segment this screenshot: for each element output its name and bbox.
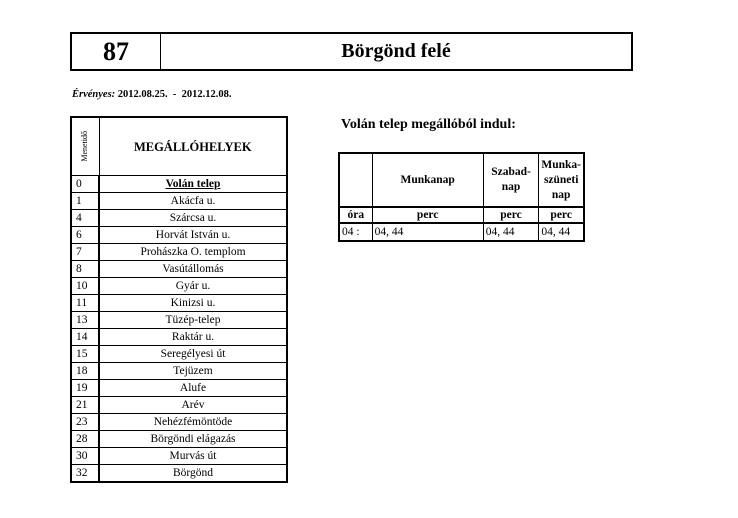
- hour-cell: 04 :: [339, 223, 372, 241]
- validity-line: [72, 89, 232, 100]
- travel-minutes: 4: [71, 210, 99, 227]
- stop-name: Szárcsa u.: [99, 210, 287, 227]
- stop-row: [71, 329, 287, 346]
- travel-minutes: 8: [71, 261, 99, 278]
- travel-minutes: 19: [71, 380, 99, 397]
- workday-column-header: Munkanap: [372, 153, 483, 207]
- stop-row: [71, 176, 287, 193]
- stop-name: Nehézfémöntöde: [99, 414, 287, 431]
- stop-row: [71, 346, 287, 363]
- stop-name: Seregélyesi út: [99, 346, 287, 363]
- stop-name: Börgönd: [99, 465, 287, 483]
- stop-row: [71, 363, 287, 380]
- stop-name: Vasútállomás: [99, 261, 287, 278]
- travel-minutes: 6: [71, 227, 99, 244]
- travel-minutes: 30: [71, 448, 99, 465]
- route-header: [70, 32, 633, 71]
- stop-name: Murvás út: [99, 448, 287, 465]
- stop-row: [71, 312, 287, 329]
- stop-row: [71, 227, 287, 244]
- departure-caption: Volán telep megállóból indul:: [341, 117, 516, 132]
- workday-minutes: 04, 44: [372, 223, 483, 241]
- travel-minutes: 11: [71, 295, 99, 312]
- route-direction-title: Börgönd felé: [341, 40, 451, 62]
- stop-name: Gyár u.: [99, 278, 287, 295]
- route-number: 87: [72, 34, 161, 69]
- travel-minutes: 10: [71, 278, 99, 295]
- stop-name: Volán telep: [99, 176, 287, 193]
- timetable-row: [339, 223, 584, 241]
- travel-minutes: 15: [71, 346, 99, 363]
- travel-minutes: 18: [71, 363, 99, 380]
- stop-row: [71, 278, 287, 295]
- travel-minutes: 7: [71, 244, 99, 261]
- hour-label: óra: [339, 207, 372, 223]
- minute-label-workday: perc: [372, 207, 483, 223]
- stop-name: Börgöndi elágazás: [99, 431, 287, 448]
- stop-row: [71, 210, 287, 227]
- stops-table: [70, 116, 288, 483]
- travel-minutes: 1: [71, 193, 99, 210]
- hour-column-header-blank: [339, 153, 372, 207]
- stop-name: Tejüzem: [99, 363, 287, 380]
- stop-row: [71, 380, 287, 397]
- saturday-column-header: Szabad-nap: [483, 153, 539, 207]
- minute-label-saturday: perc: [483, 207, 539, 223]
- validity-dates: 2012.08.25. - 2012.12.08.: [117, 89, 232, 100]
- travel-minutes: 21: [71, 397, 99, 414]
- minute-label-holiday: perc: [539, 207, 584, 223]
- saturday-minutes: 04, 44: [483, 223, 539, 241]
- travel-minutes: 0: [71, 176, 99, 193]
- travel-minutes: 28: [71, 431, 99, 448]
- stop-name: Raktár u.: [99, 329, 287, 346]
- stop-row: [71, 414, 287, 431]
- stop-name: Arév: [99, 397, 287, 414]
- stop-row: [71, 295, 287, 312]
- stop-name: Akácfa u.: [99, 193, 287, 210]
- stop-row: [71, 397, 287, 414]
- stop-row: [71, 193, 287, 210]
- stop-name: Horvát István u.: [99, 227, 287, 244]
- holiday-minutes: 04, 44: [539, 223, 584, 241]
- travel-minutes: 32: [71, 465, 99, 483]
- stop-row: [71, 448, 287, 465]
- travel-minutes: 23: [71, 414, 99, 431]
- stop-row: [71, 244, 287, 261]
- travel-minutes: 14: [71, 329, 99, 346]
- stop-name: Prohászka O. templom: [99, 244, 287, 261]
- stops-column-header: MEGÁLLÓHELYEK: [99, 117, 287, 176]
- stop-row: [71, 465, 287, 483]
- stop-name: Alufe: [99, 380, 287, 397]
- holiday-column-header: Munka-szüneti nap: [539, 153, 584, 207]
- validity-label: Érvényes:: [72, 89, 116, 100]
- minutes-column-header: Menetidő: [71, 117, 99, 176]
- stop-name: Tüzép-telep: [99, 312, 287, 329]
- travel-minutes: 13: [71, 312, 99, 329]
- timetable: [338, 152, 585, 242]
- stop-row: [71, 431, 287, 448]
- stop-row: [71, 261, 287, 278]
- stop-name: Kinizsi u.: [99, 295, 287, 312]
